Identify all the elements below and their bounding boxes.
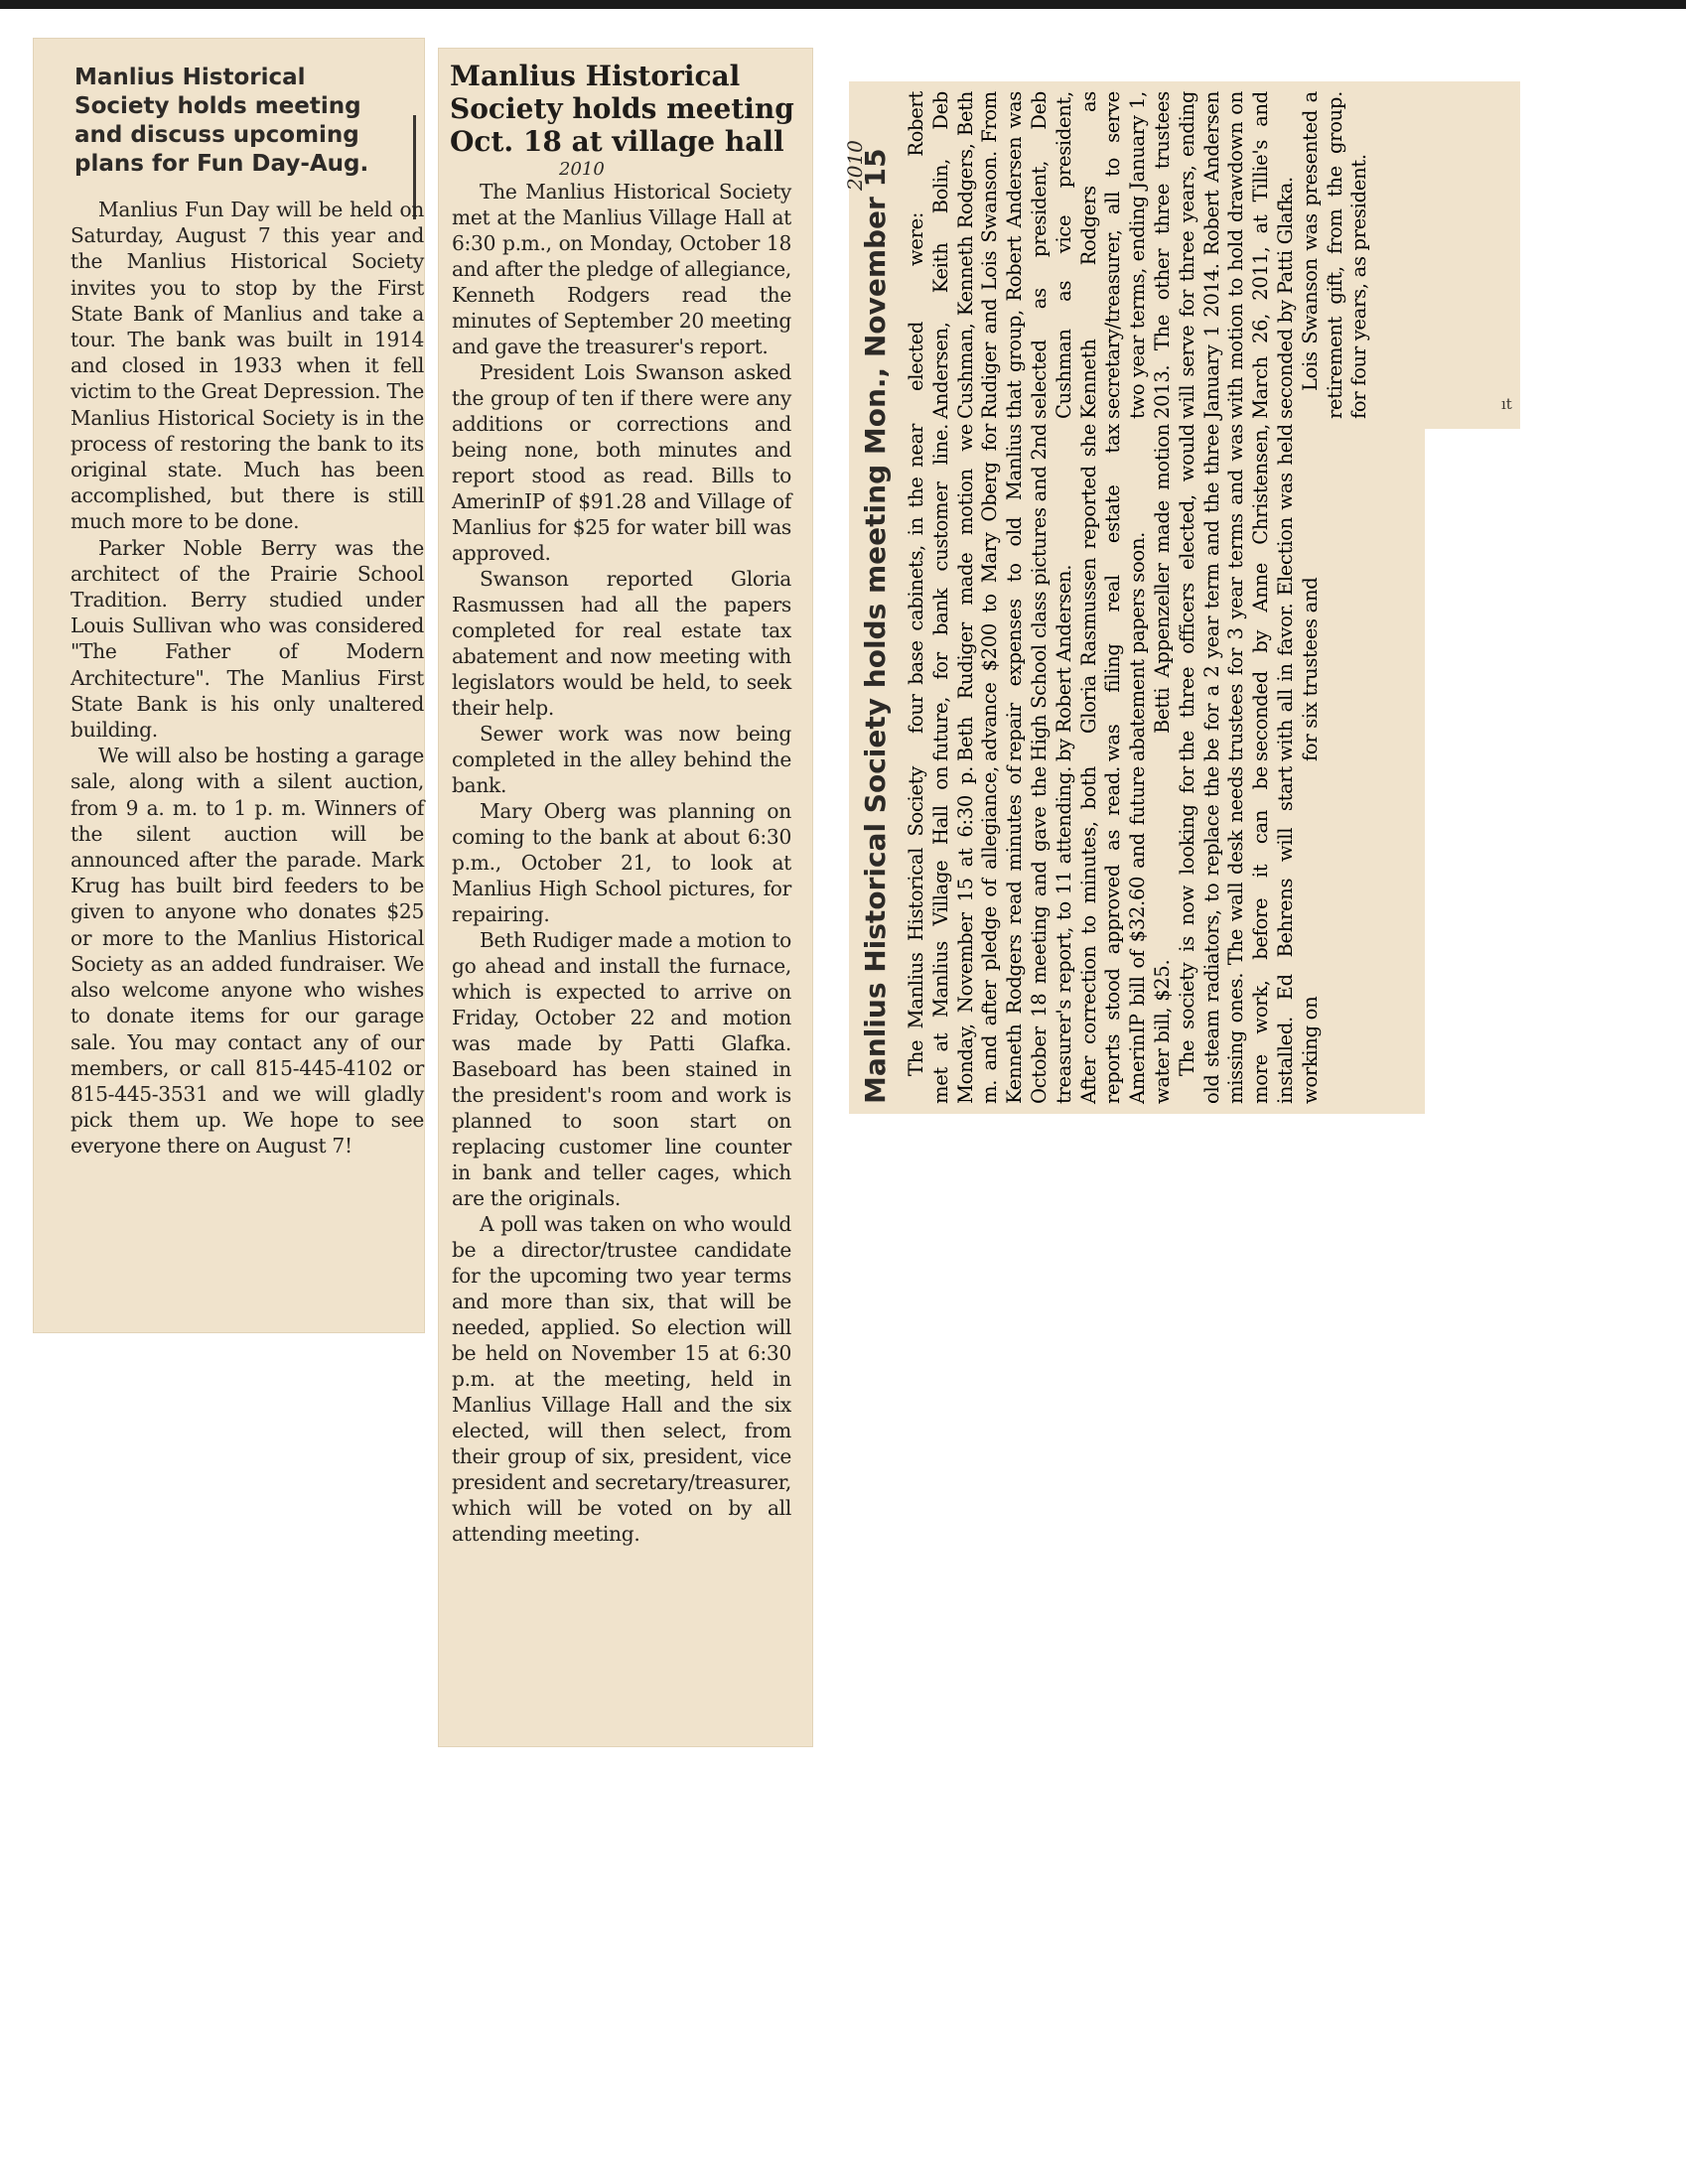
paragraph: The society is now looking for old steam radiators, to replace the missing ones. The wall desk needs more work, before it can be installed. Ed Behrens will start working on <box>1175 766 1322 1104</box>
scanner-top-edge <box>0 0 1686 9</box>
clipping-body <box>70 197 424 1160</box>
clipping-headline: Manlius Historical Society holds meeting and discuss upcoming plans for Fun Day-Aug. <box>74 65 369 177</box>
paragraph: The Manlius Historical Society met at the Manlius Village Hall at 6:30 p.m., on Monday, October 18 and after the pledge of allegiance, Kenneth Rodgers read the minutes of September 20 meeting and gave the treasurer's report. <box>452 180 791 358</box>
clipping-columns <box>905 91 1500 1104</box>
clipping-nov-15-meeting <box>843 81 1520 1114</box>
clipping-nov-15-meeting-wrapper <box>843 81 1520 1114</box>
paragraph: Sewer work was now being completed in the alley behind the bank. <box>452 722 791 797</box>
clipping-body <box>452 179 791 1547</box>
paragraph: President Lois Swanson asked the group of ten if there were any additions or corrections and being none, both minutes and report stood as read. Bills to AmerinIP of $91.28 and Village of Manlius for $25 for water bill was approved. <box>452 360 791 565</box>
scrap-paper-fragment: ıt <box>1501 395 1512 413</box>
text-column-1 <box>905 766 1405 1104</box>
handwritten-year: 2010 <box>843 140 867 191</box>
handwritten-year: 2010 <box>559 159 605 180</box>
paragraph: We will also be hosting a garage sale, along with a silent auction, from 9 a. m. to 1 p. m. Winners of the silent auction will be announced after the parade. Mark Krug has built bird feeders to be given to anyone who donates $25 or more to the Manlius Historical Society as an added fundraiser. We also welcome anyone who wishes to donate items for our garage sale. You may contact any of our members, or call 815-445-4102 or 815-445-3531 and we will gladly pick them up. We hope to see everyone there on August 7! <box>70 744 424 1159</box>
text-column-3 <box>905 91 1500 419</box>
paragraph: four base cabinets, in the near future, for bank customer line. Beth Rudiger made motion we advance $200 to Mary Oberg for repair expenses to old Manlius High School class pictures and 2nd by Robert Andersen. <box>905 424 1075 761</box>
clipping-fun-day <box>33 38 425 1333</box>
paragraph: Mary Oberg was planning on coming to the bank at about 6:30 p.m., October 21, to look at Manlius High School pictures, for repairing. <box>452 799 791 926</box>
paragraph: Parker Noble Berry was the architect of the Prairie School Tradition. Berry studied under Louis Sullivan who was considered "The Father of Modern Architecture". The Manlius First State Bank is his only unaltered building. <box>70 535 424 743</box>
clipping-oct-18-meeting <box>438 48 813 1747</box>
clipping-headline: Manlius Historical Society holds meeting Oct. 18 at village hall <box>450 60 794 158</box>
paragraph: A poll was taken on who would be a director/trustee candidate for the upcoming two year terms and more than six, that will be needed, applied. So election will be held on November 15 at 6:30 p.m. at the meeting, held in Manlius Village Hall and the six elected, will then select, from their group of six, president, vice president and secretary/treasurer, which will be voted on by all attending meeting. <box>452 1212 791 1546</box>
paragraph: elected were: Robert Andersen, Keith Bolin, Deb Cushman, Kenneth Rodgers, Beth Rudiger and Lois Swanson. From that group, Robert Andersen was selected as president, Deb Cushman as vice president, Kenneth Rodgers as secretary/treasurer, all to serve two year terms, ending January 1, 2013. The other three trustees will serve for three years, ending January 1 2014. Robert Andersen with motion to hold drawdown on March 26, 2011, at Tillie's and seconded by Patti Glafka. <box>905 91 1297 419</box>
paragraph: Beth Rudiger made a motion to go ahead and install the furnace, which is expected to arrive on Friday, October 22 and motion was made by Patti Glafka. Baseboard has been stained in the president's room and work is planned to soon start on replacing customer line counter in bank and teller cages, which are the originals. <box>452 928 791 1210</box>
text-column-2 <box>905 424 1405 761</box>
paragraph: Swanson reported Gloria Rasmussen had all the papers completed for real estate tax abatement and now meeting with legislators would be held, to seek their help. <box>452 567 791 720</box>
paragraph: The Manlius Historical Society met at Manlius Village Hall on Monday, November 15 at 6:30 p. m. and after pledge of allegiance, Kenneth Rodgers read minutes of October 18 meeting and gave the treasurer's report, to 11 attending. After correction to minutes, both reports stood approved as read. AmerinIP bill of $32.60 and future water bill, $25. <box>905 766 1174 1104</box>
paragraph: Betti Appenzeller made motion the three officers elected, would be for a 2 year term and the three trustees for 3 year terms and was seconded by Anne Christensen, with all in favor. Election was held for six trustees and <box>1150 424 1322 761</box>
clipping-headline: Manlius Historical Society holds meeting Mon., November 15 <box>859 148 892 1104</box>
paragraph: Gloria Rasmussen reported she was filing real estate tax abatement papers soon. <box>1076 424 1150 761</box>
paragraph: Lois Swanson was presented a retirement gift, from the group. for four years, as president. <box>1298 91 1371 419</box>
paragraph: Manlius Fun Day will be held on Saturday, August 7 this year and the Manlius Historical Society invites you to stop by the First State Bank of Manlius and take a tour. The bank was built in 1914 and closed in 1933 when it fell victim to the Great Depression. The Manlius Historical Society is in the process of restoring the bank to its original state. Much has been accomplished, but there is still much more to be done. <box>70 198 424 534</box>
